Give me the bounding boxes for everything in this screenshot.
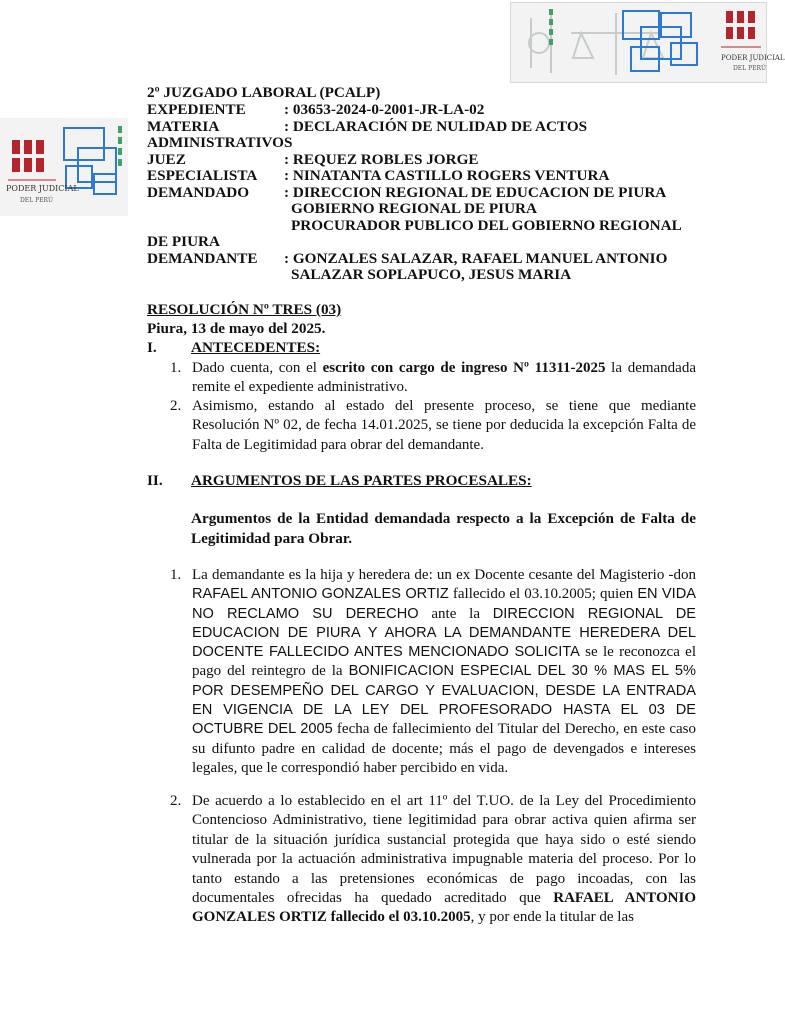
field-key: JUEZ — [147, 151, 186, 168]
field-demandante — [147, 250, 667, 267]
field-value: : REQUEZ ROBLES JORGE — [284, 151, 479, 168]
section-1-title: ANTECEDENTES: — [191, 339, 321, 356]
argument-2 — [192, 792, 696, 928]
field-value: : GONZALES SALAZAR, RAFAEL MANUEL ANTONIO — [284, 250, 668, 267]
field-value: : DECLARACIÓN DE NULIDAD DE ACTOS — [284, 118, 588, 135]
resolution-title: RESOLUCIÓN Nº TRES (03) — [147, 301, 342, 318]
text-run: Dado cuenta, con el — [192, 360, 323, 376]
demandado-line2: GOBIERNO REGIONAL DE PIURA — [291, 200, 537, 217]
text-run: fecha de fallecimiento del Titular del Derecho, en este caso su difunto padre en calidad de docente; más el pago de devengados e intereses legales, que le correspondió haber percibido en vida. — [192, 721, 697, 776]
field-especialista — [147, 167, 609, 184]
text-run: se le reconozca el pago del reintegro de la — [192, 644, 696, 680]
poder-judicial-seal — [0, 118, 128, 216]
field-key: DEMANDADO — [147, 184, 250, 201]
text-run: ante la — [418, 605, 493, 622]
text-run: La demandante es la hija y heredera de: un ex Docente cesante del Magisterio -don — [192, 567, 696, 583]
field-demandado — [147, 184, 666, 201]
seal-name-line1: PODER JUDICIAL — [6, 184, 79, 193]
antecedente-2: Asimismo, estando al estado del presente proceso, se tiene que mediante Resolución Nº 02, de fecha 14.01.2025, se tiene por deducida la excepción Falta de Falta de Legitimidad para obrar del demandante. — [192, 398, 696, 453]
field-key: MATERIA — [147, 118, 220, 135]
item-number: 2. — [170, 398, 182, 414]
text-run-sans: DIRECCION REGIONAL DE EDUCACION DE PIURA Y AHORA LA DEMANDANTE HEREDERA DEL DOCENTE FALLECIDO ANTES MENCIONADO SOLICITA — [192, 605, 696, 661]
text-run: la demandada remite el expediente administrativo. — [192, 360, 696, 396]
text-run: fallecido el 03.10.2005; quien — [448, 586, 638, 603]
item-number: 1. — [170, 360, 182, 376]
text-run-sans: EN VIDA NO RECLAMO SU DERECHO — [192, 586, 696, 622]
court-name: 2º JUZGADO LABORAL (PCALP) — [147, 84, 381, 101]
section-2-number: II. — [147, 472, 163, 489]
field-materia-cont: ADMINISTRATIVOS — [147, 134, 293, 151]
text-run: De acuerdo a lo establecido en el art 11º del T.UO. de la Ley del Procedimiento Contencioso Administrativo, tiene legitimidad para obrar activa quien afirma ser titular de la situación jurídica sustancial protegida que haya sido o esté siendo vulnerada por la actuación administrativa impugnable materia del proceso. Por lo tanto estando a las pretensiones económicas de pago incoadas, con las documentales ofrecidas ha quedado acreditado que — [192, 793, 696, 907]
argument-1 — [192, 566, 696, 778]
field-value: : 03653-2024-0-2001-JR-LA-02 — [284, 101, 485, 118]
field-key: ESPECIALISTA — [147, 167, 258, 184]
demandado-line4: DE PIURA — [147, 233, 220, 250]
item-number: 2. — [170, 793, 182, 809]
field-materia — [147, 118, 587, 135]
field-expediente — [147, 101, 484, 118]
field-key: DEMANDANTE — [147, 250, 258, 267]
text-run-bold: RAFAEL ANTONIO GONZALES ORTIZ fallecido el 03.10.2005 — [192, 890, 697, 926]
section-2-title: ARGUMENTOS DE LAS PARTES PROCESALES: — [191, 472, 532, 489]
seal-name-line2: DEL PERÚ — [20, 197, 54, 204]
resolution-date: Piura, 13 de mayo del 2025. — [147, 320, 326, 337]
poder-judicial-logo-header — [510, 2, 785, 83]
section-1-number: I. — [147, 339, 157, 356]
text-run-bold: escrito con cargo de ingreso Nº 11311-2025 — [322, 360, 606, 376]
section-2-subtitle: Argumentos de la Entidad demandada respecto a la Excepción de Falta de Legitimidad para Obrar. — [191, 510, 696, 547]
field-value: : DIRECCION REGIONAL DE EDUCACION DE PIURA — [284, 184, 667, 201]
item-number: 1. — [170, 567, 182, 583]
antecedente-1 — [192, 359, 696, 398]
logo-name-line2: DEL PERÚ — [733, 65, 767, 72]
text-run: , y por ende la titular de las — [470, 909, 634, 926]
justice-scales-logo-icon — [511, 3, 766, 82]
field-juez — [147, 151, 479, 168]
logo-name-line1: PODER JUDICIAL — [721, 54, 785, 62]
demandado-line3: PROCURADOR PUBLICO DEL GOBIERNO REGIONAL — [291, 217, 682, 234]
field-key: EXPEDIENTE — [147, 101, 246, 118]
text-run-sans: RAFAEL ANTONIO GONZALES ORTIZ — [192, 586, 449, 603]
text-run-sans: BONIFICACION ESPECIAL DEL 30 % MAS EL 5% POR DESEMPEÑO DEL CARGO Y EVALUACION, DESDE LA ENTRADA EN VIGENCIA DE LA LEY DEL PROFESORADO HASTA EL 03 DE OCTUBRE DEL 2005 — [192, 663, 696, 738]
field-value: : NINATANTA CASTILLO ROGERS VENTURA — [284, 167, 610, 184]
demandante-line2: SALAZAR SOPLAPUCO, JESUS MARIA — [291, 266, 572, 283]
